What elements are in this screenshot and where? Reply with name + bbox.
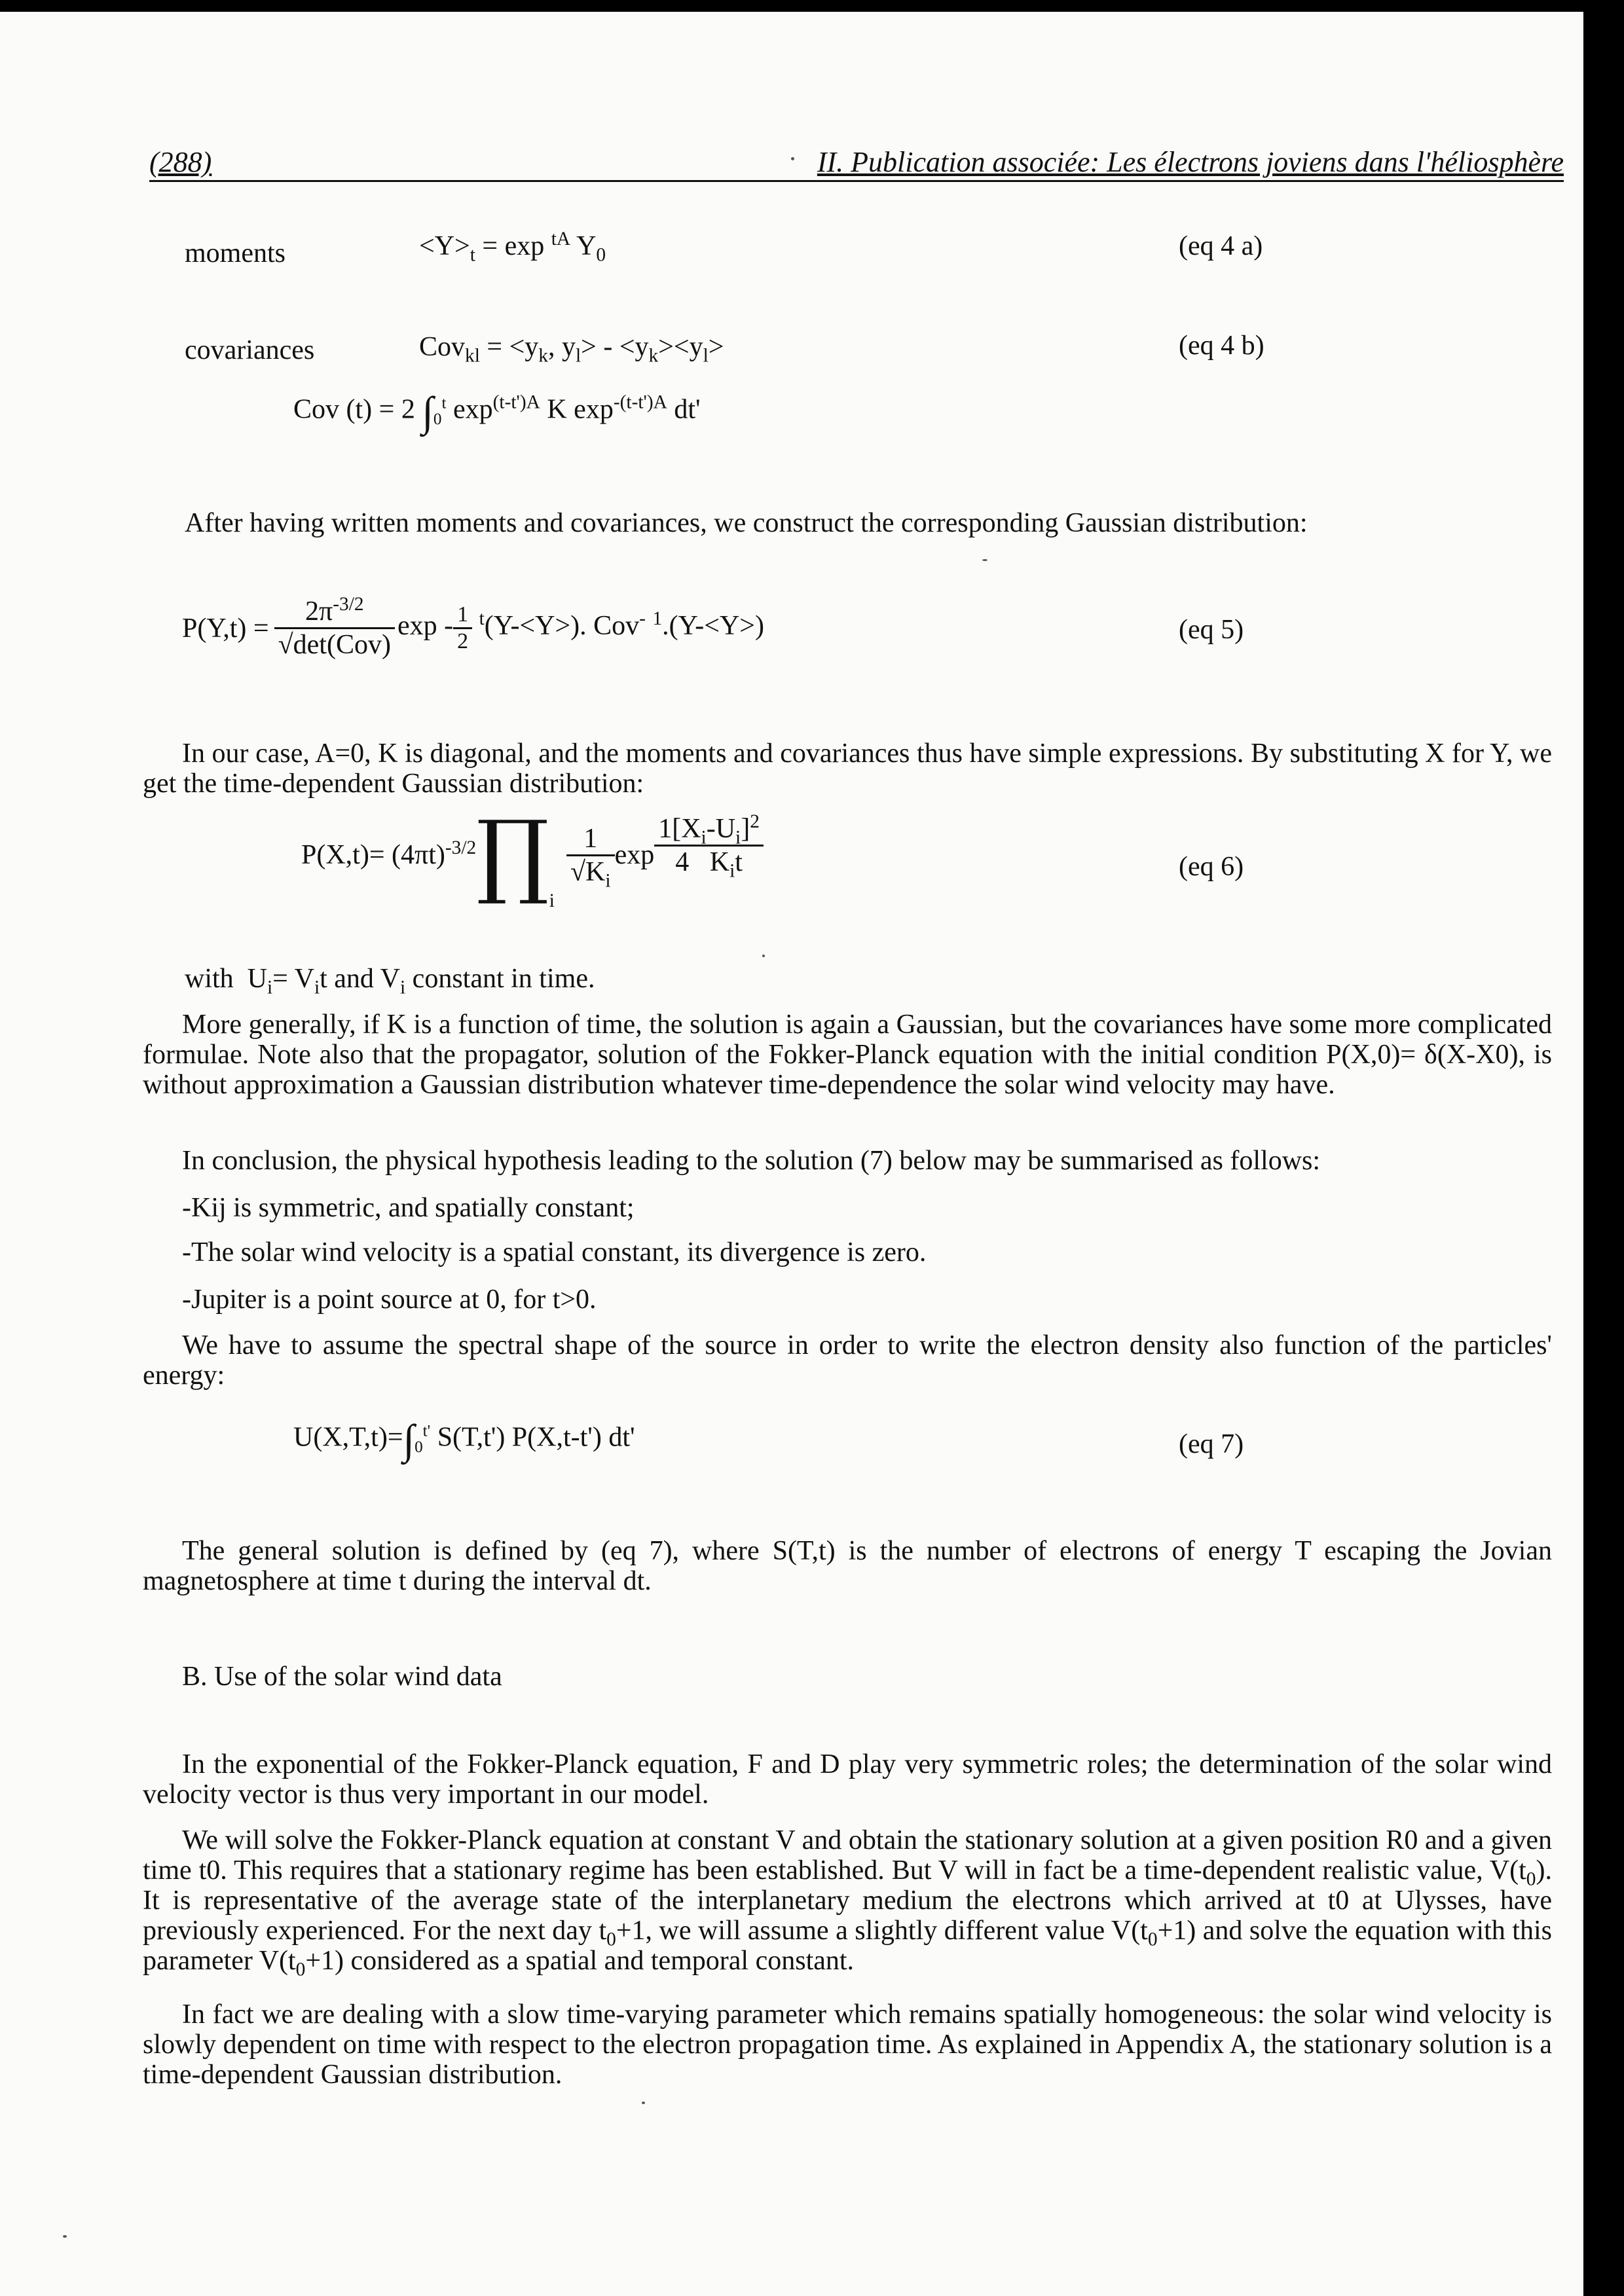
paragraph-gaussian: After having written moments and covariances, we construct the corresponding Gaussian distribution: — [185, 508, 1308, 538]
hypothesis-1: -Kij is symmetric, and spatially constant; — [182, 1193, 635, 1223]
eq7-label: (eq 7) — [1179, 1429, 1244, 1459]
paragraph-general-text: More generally, if K is a function of time, the solution is again a Gaussian, but the covariances have some more complicated formulae. Note also that the propagator, solution of the Fokker-Planck equation with the initial condition P(X,0)= δ(X-X0), is without approximation a Gaussian distribution whatever time-dependence the solar wind velocity may have. — [143, 1010, 1552, 1100]
eq5-formula: P(Y,t) = $\frac{2\pi^{-3/2}}{\text{√det(Cov)}}$ exp - $\frac{1}{2}$ $^t$(Y-<Y>). Cov- $^1$.(Y-<Y>) — [182, 594, 764, 660]
eq6-formula: $P(X,t)= (4\pi t)^{-3/2}$ ∏ i $\frac{1}{√K_i}$ exp $\frac{1[X_i-U_i]^2}{4 K_it}$ — [301, 809, 764, 901]
paragraph-general — [143, 1010, 1552, 1100]
speck — [642, 2102, 645, 2104]
paragraph-fact-text: In fact we are dealing with a slow time-varying parameter which remains spatially homogeneous: the solar wind velocity is slowly dependent on time with respect to the electron propagation time. As explained in Appendix A, the stationary solution is a time-dependent Gaussian distribution. — [143, 1999, 1552, 2090]
eq4a-label: (eq 4 a) — [1179, 231, 1263, 261]
product-symbol: ∏ — [476, 801, 549, 908]
speck — [982, 559, 987, 561]
speck — [762, 955, 765, 957]
paragraph-exponential — [143, 1749, 1552, 1810]
eq4b-label: (eq 4 b) — [1179, 331, 1264, 361]
speck — [63, 2235, 67, 2238]
paragraph-assume — [143, 1330, 1552, 1391]
paragraph-exponential-text: In the exponential of the Fokker-Planck equation, F and D play very symmetric roles; the determination of the solar wind velocity vector is thus very important in our model. — [143, 1749, 1552, 1810]
hypothesis-3: -Jupiter is a point source at 0, for t>0. — [182, 1285, 597, 1315]
paragraph-solution-text: The general solution is defined by (eq 7), where S(T,t) is the number of electrons of energy T escaping the Jovian magnetosphere at time t during the interval dt. — [143, 1536, 1552, 1596]
paragraph-fact — [143, 1999, 1552, 2090]
eq7-formula: $U(X,T,t)=\int_0^{t'}$ S(T,t') P(X,t-t') dt' — [293, 1416, 635, 1463]
paragraph-conclusion: In conclusion, the physical hypothesis leading to the solution (7) below may be summarised as follows: — [182, 1146, 1321, 1176]
paragraph-solve-text: We will solve the Fokker-Planck equation at constant V and obtain the stationary solution at a given position R0 and a given time t0. This requires that a stationary regime has been established. But V will in fact be a time-dependent realistic value, $V(t_0)$. It is representative of the average state of the interplanetary medium the electrons which arrived at t0 at Ulysses, have previously experienced. For the next day $t_0+1$, we will assume a slightly different value $V(t_0+1)$ and solve the equation with this parameter $V(t_0+1)$ considered as a spatial and temporal constant. — [143, 1825, 1552, 1980]
paragraph-case — [143, 738, 1552, 799]
eq6-label: (eq 6) — [1179, 852, 1244, 882]
running-header — [149, 139, 1564, 182]
paragraph-solution — [143, 1536, 1552, 1596]
paragraph-with: with $U_i= V_it$ and $V_i$ constant in time. — [185, 964, 595, 998]
page — [0, 12, 1583, 2296]
eq4a-formula: $<Y>_t = \exp ^{tA}$ $Y_0$ — [419, 228, 606, 266]
hypothesis-2: -The solar wind velocity is a spatial constant, its divergence is zero. — [182, 1237, 927, 1267]
running-title: II. Publication associée: Les électrons joviens dans l'héliosphère — [817, 146, 1564, 178]
paragraph-solve — [143, 1825, 1552, 1980]
paragraph-assume-text: We have to assume the spectral shape of the source in order to write the electron density also function of the particles' energy: — [143, 1330, 1552, 1391]
speck — [791, 157, 794, 160]
eq4b-formula2: Cov (t) = 2 $\int_0^t$ $\exp^{(t-t')A} K$ $\exp^{-(t-t')A} dt'$ — [293, 388, 701, 435]
eq4b-formula: $Cov_{kl} = <y_k$, $y_l> - <y_k><y_l>$ — [419, 332, 724, 367]
eq4a-name: moments — [185, 238, 286, 268]
eq5-label: (eq 5) — [1179, 615, 1244, 645]
section-b-heading: B. Use of the solar wind data — [182, 1662, 502, 1692]
page-number: (288) — [149, 146, 212, 178]
paragraph-case-text: In our case, A=0, K is diagonal, and the moments and covariances thus have simple expressions. By substituting X for Y, we get the time-dependent Gaussian distribution: — [143, 738, 1552, 799]
eq4b-name: covariances — [185, 335, 315, 365]
